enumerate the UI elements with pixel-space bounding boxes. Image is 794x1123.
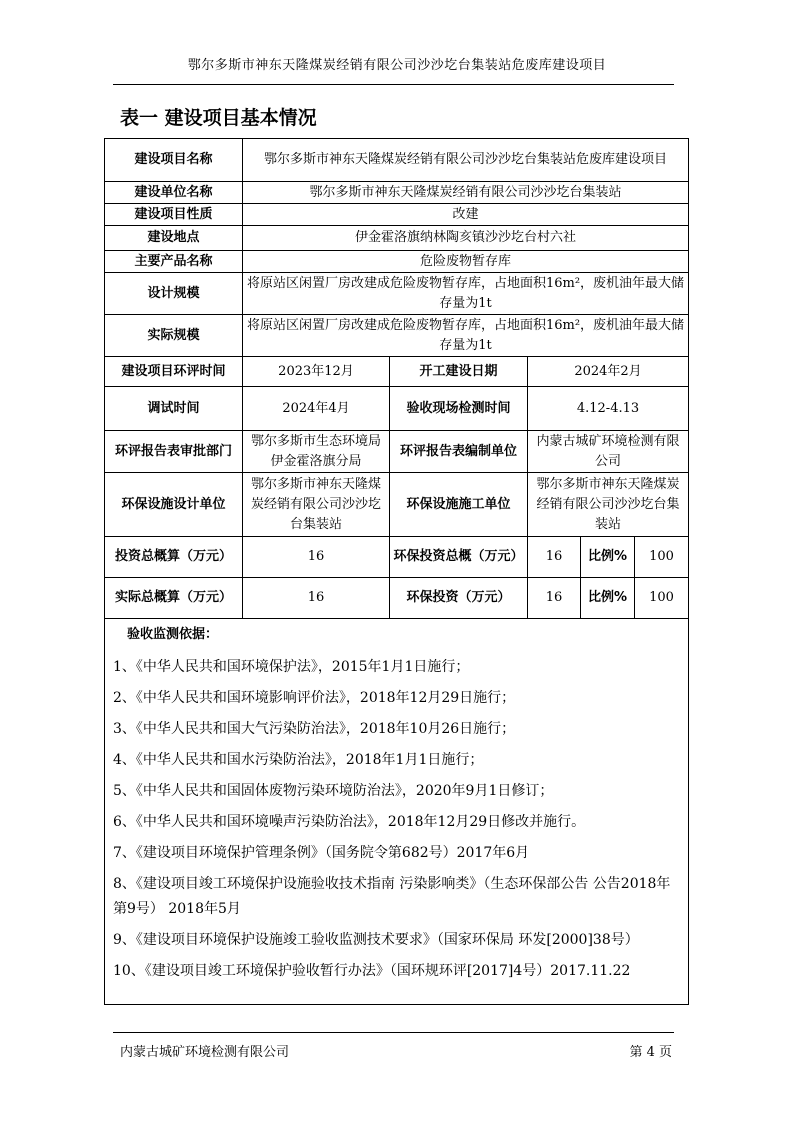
value-ratio: 100 (635, 537, 689, 578)
value-inspection-time: 4.12-4.13 (528, 387, 689, 431)
table-row (105, 182, 689, 204)
page-number: 第 4 页 (629, 1045, 672, 1060)
value-actual-invest: 16 (243, 578, 390, 619)
footer-rule (113, 1032, 674, 1033)
label-construction-unit: 环保设施施工单位 (390, 473, 528, 537)
value-eia-time: 2023年12月 (243, 357, 390, 387)
footer-company: 内蒙古城矿环境检测有限公司 (120, 1045, 290, 1060)
label-env-invest-total: 环保投资总概（万元） (390, 537, 528, 578)
basis-item: 5、《中华人民共和国固体废物污染环境防治法》，2020年9月1日修订； (113, 783, 554, 799)
value-actual-scale: 将原站区闲置厂房改建成危险废物暂存库，占地面积16m²，废机油年最大储存量为1t (243, 315, 689, 357)
value-actual-ratio: 100 (635, 578, 689, 619)
value-construction-unit: 鄂尔多斯市神东天隆煤炭经销有限公司沙沙圪台集装站 (528, 473, 689, 537)
table-row (105, 578, 689, 619)
label-debug-time: 调试时间 (105, 387, 243, 431)
table-row (105, 387, 689, 431)
table-row (105, 139, 689, 182)
table-row (105, 431, 689, 473)
label-design-scale: 设计规模 (105, 273, 243, 315)
monitoring-basis (105, 619, 689, 1005)
table-row (105, 619, 689, 1005)
value-unit-name: 鄂尔多斯市神东天隆煤炭经销有限公司沙沙圪台集装站 (243, 182, 689, 204)
table-row (105, 226, 689, 251)
page-header: 鄂尔多斯市神东天隆煤炭经销有限公司沙沙圪台集装站危废库建设项目 (187, 58, 607, 73)
label-report-unit: 环评报告表编制单位 (390, 431, 528, 473)
label-total-invest: 投资总概算（万元） (105, 537, 243, 578)
table-row (105, 273, 689, 315)
basis-item: 2、《中华人民共和国环境影响评价法》，2018年12月29日施行； (113, 690, 516, 706)
section-title: 表一 建设项目基本情况 (120, 107, 317, 129)
label-actual-scale: 实际规模 (105, 315, 243, 357)
table-row (105, 473, 689, 537)
label-unit-name: 建设单位名称 (105, 182, 243, 204)
label-inspection-time: 验收现场检测时间 (390, 387, 528, 431)
value-project-name: 鄂尔多斯市神东天隆煤炭经销有限公司沙沙圪台集装站危废库建设项目 (243, 139, 689, 182)
value-approval-dept: 鄂尔多斯市生态环境局伊金霍洛旗分局 (243, 431, 390, 473)
project-info-table (104, 138, 689, 1005)
basis-item: 10、《建设项目竣工环境保护验收暂行办法》（国环规环评[2017]4号）2017.11.22 (113, 963, 631, 979)
label-design-unit: 环保设施设计单位 (105, 473, 243, 537)
label-product: 主要产品名称 (105, 251, 243, 273)
label-env-invest: 环保投资（万元） (390, 578, 528, 619)
basis-item: 7、《建设项目环境保护管理条例》（国务院令第682号）2017年6月 (113, 845, 530, 861)
value-total-invest: 16 (243, 537, 390, 578)
basis-item: 8、《建设项目竣工环境保护设施验收技术指南 污染影响类》（生态环保部公告 公告2018年 第9号） 2018年5月 (113, 876, 671, 917)
value-env-invest-total: 16 (528, 537, 581, 578)
label-actual-invest: 实际总概算（万元） (105, 578, 243, 619)
label-start-date: 开工建设日期 (390, 357, 528, 387)
label-project-name: 建设项目名称 (105, 139, 243, 182)
table-row (105, 315, 689, 357)
value-product: 危险废物暂存库 (243, 251, 689, 273)
header-rule (113, 84, 674, 85)
value-report-unit: 内蒙古城矿环境检测有限公司 (528, 431, 689, 473)
value-debug-time: 2024年4月 (243, 387, 390, 431)
label-actual-ratio: 比例% (581, 578, 635, 619)
label-location: 建设地点 (105, 226, 243, 251)
basis-item: 4、《中华人民共和国水污染防治法》，2018年1月1日施行； (113, 752, 484, 768)
value-start-date: 2024年2月 (528, 357, 689, 387)
basis-item: 3、《中华人民共和国大气污染防治法》，2018年10月26日施行； (113, 721, 516, 737)
label-ratio: 比例% (581, 537, 635, 578)
label-approval-dept: 环评报告表审批部门 (105, 431, 243, 473)
basis-item: 9、《建设项目环境保护设施竣工验收监测技术要求》（国家环保局 环发[2000]38号） (113, 932, 639, 948)
value-design-unit: 鄂尔多斯市神东天隆煤炭经销有限公司沙沙圪台集装站 (243, 473, 390, 537)
value-nature: 改建 (243, 204, 689, 226)
value-location: 伊金霍洛旗纳林陶亥镇沙沙圪台村六社 (243, 226, 689, 251)
basis-item: 1、《中华人民共和国环境保护法》，2015年1月1日施行； (113, 659, 470, 675)
basis-item: 6、《中华人民共和国环境噪声污染防治法》，2018年12月29日修改并施行。 (113, 814, 586, 830)
table-row (105, 204, 689, 226)
label-eia-time: 建设项目环评时间 (105, 357, 243, 387)
label-nature: 建设项目性质 (105, 204, 243, 226)
value-design-scale: 将原站区闲置厂房改建成危险废物暂存库，占地面积16m²，废机油年最大储存量为1t (243, 273, 689, 315)
table-row (105, 251, 689, 273)
table-row (105, 357, 689, 387)
basis-title: 验收监测依据： (127, 627, 219, 642)
table-row (105, 537, 689, 578)
value-env-invest: 16 (528, 578, 581, 619)
